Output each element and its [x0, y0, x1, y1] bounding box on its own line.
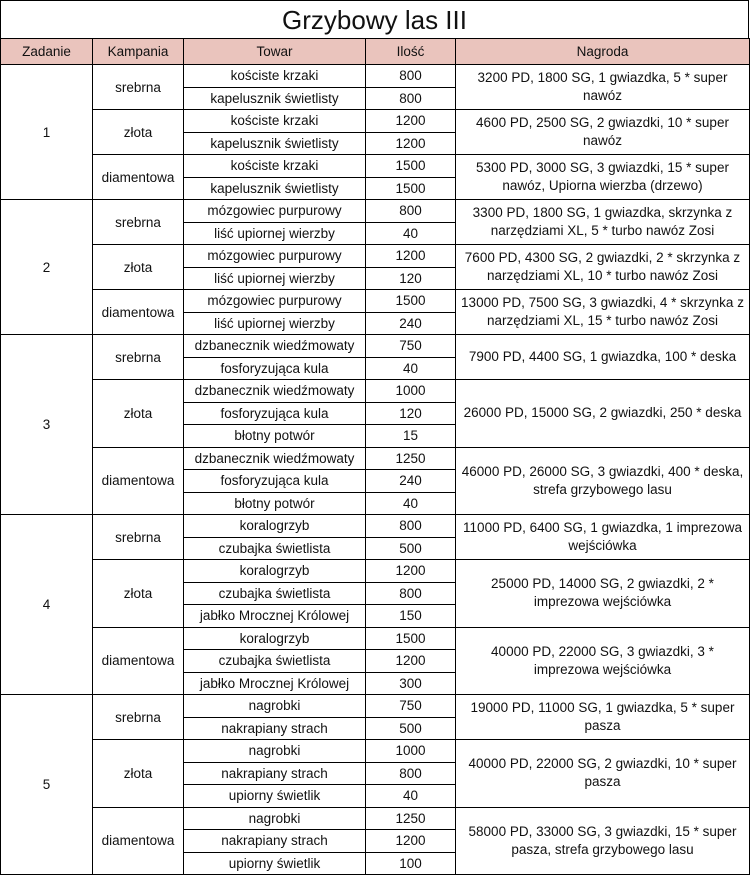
item-cell: mózgowiec purpurowy	[184, 245, 366, 268]
campaign-cell: srebrna	[93, 200, 184, 245]
header-nagroda: Nagroda	[456, 39, 750, 65]
reward-cell: 26000 PD, 15000 SG, 2 gwiazdki, 250 * deska	[456, 380, 750, 448]
quantity-cell: 1500	[366, 155, 456, 178]
task-number-cell: 2	[1, 200, 93, 335]
item-cell: liść upiornej wierzby	[184, 267, 366, 290]
item-cell: nakrapiany strach	[184, 762, 366, 785]
campaign-cell: srebrna	[93, 65, 184, 110]
table-row	[1, 380, 750, 403]
item-cell: fosforyzująca kula	[184, 357, 366, 380]
item-cell: nakrapiany strach	[184, 717, 366, 740]
campaign-cell: diamentowa	[93, 290, 184, 335]
campaign-cell: złota	[93, 560, 184, 628]
quantity-cell: 40	[366, 357, 456, 380]
item-cell: upiorny świetlik	[184, 785, 366, 808]
table-row	[1, 290, 750, 313]
quantity-cell: 150	[366, 605, 456, 628]
item-cell: kapelusznik świetlisty	[184, 177, 366, 200]
item-cell: nagrobki	[184, 695, 366, 718]
quantity-cell: 800	[366, 200, 456, 223]
task-number-cell: 4	[1, 515, 93, 695]
table-row	[1, 245, 750, 268]
quantity-cell: 1200	[366, 245, 456, 268]
quantity-cell: 800	[366, 515, 456, 538]
campaign-cell: srebrna	[93, 695, 184, 740]
quantity-cell: 1200	[366, 560, 456, 583]
item-cell: nakrapiany strach	[184, 830, 366, 853]
quantity-cell: 1500	[366, 177, 456, 200]
quantity-cell: 240	[366, 470, 456, 493]
item-cell: mózgowiec purpurowy	[184, 200, 366, 223]
table-row	[1, 740, 750, 763]
item-cell: koralogrzyb	[184, 515, 366, 538]
quantity-cell: 1200	[366, 650, 456, 673]
item-cell: kościste krzaki	[184, 65, 366, 88]
item-cell: liść upiornej wierzby	[184, 312, 366, 335]
table-row	[1, 560, 750, 583]
item-cell: fosforyzująca kula	[184, 470, 366, 493]
quantity-cell: 120	[366, 402, 456, 425]
quantity-cell: 40	[366, 492, 456, 515]
campaign-cell: złota	[93, 740, 184, 808]
task-number-cell: 5	[1, 695, 93, 875]
table-row	[1, 447, 750, 470]
item-cell: dzbanecznik wiedźmowaty	[184, 380, 366, 403]
reward-cell: 5300 PD, 3000 SG, 3 gwiazdki, 15 * super nawóz, Upiorna wierzba (drzewo)	[456, 155, 750, 200]
item-cell: czubajka świetlista	[184, 582, 366, 605]
table-row	[1, 65, 750, 88]
table-row	[1, 335, 750, 358]
reward-cell: 11000 PD, 6400 SG, 1 gwiazdka, 1 imprezowa wejściówka	[456, 515, 750, 560]
item-cell: mózgowiec purpurowy	[184, 290, 366, 313]
quantity-cell: 240	[366, 312, 456, 335]
item-cell: fosforyzująca kula	[184, 402, 366, 425]
quantity-cell: 1200	[366, 110, 456, 133]
reward-cell: 3300 PD, 1800 SG, 1 gwiazdka, skrzynka z narzędziami XL, 5 * turbo nawóz Zosi	[456, 200, 750, 245]
sheet-title: Grzybowy las III	[0, 0, 749, 38]
campaign-cell: diamentowa	[93, 447, 184, 515]
item-cell: koralogrzyb	[184, 560, 366, 583]
reward-cell: 46000 PD, 26000 SG, 3 gwiazdki, 400 * deska, strefa grzybowego lasu	[456, 447, 750, 515]
reward-cell: 40000 PD, 22000 SG, 2 gwiazdki, 10 * super pasza	[456, 740, 750, 808]
reward-cell: 13000 PD, 7500 SG, 3 gwiazdki, 4 * skrzynka z narzędziami XL, 15 * turbo nawóz Zosi	[456, 290, 750, 335]
campaign-cell: srebrna	[93, 515, 184, 560]
quantity-cell: 1250	[366, 807, 456, 830]
table-row	[1, 807, 750, 830]
item-cell: błotny potwór	[184, 425, 366, 448]
item-cell: dzbanecznik wiedźmowaty	[184, 335, 366, 358]
item-cell: jabłko Mrocznej Królowej	[184, 672, 366, 695]
rewards-table	[0, 38, 750, 875]
quantity-cell: 500	[366, 717, 456, 740]
quantity-cell: 800	[366, 762, 456, 785]
campaign-cell: diamentowa	[93, 807, 184, 875]
header-ilosc: Ilość	[366, 39, 456, 65]
item-cell: dzbanecznik wiedźmowaty	[184, 447, 366, 470]
quantity-cell: 1000	[366, 380, 456, 403]
table-row	[1, 155, 750, 178]
item-cell: nagrobki	[184, 807, 366, 830]
reward-cell: 19000 PD, 11000 SG, 1 gwiazdka, 5 * super pasza	[456, 695, 750, 740]
quantity-cell: 1200	[366, 132, 456, 155]
campaign-cell: złota	[93, 245, 184, 290]
item-cell: kapelusznik świetlisty	[184, 87, 366, 110]
task-number-cell: 1	[1, 65, 93, 200]
campaign-cell: diamentowa	[93, 155, 184, 200]
table-row	[1, 200, 750, 223]
quantity-cell: 1000	[366, 740, 456, 763]
task-number-cell: 3	[1, 335, 93, 515]
quantity-cell: 800	[366, 65, 456, 88]
reward-cell: 4600 PD, 2500 SG, 2 gwiazdki, 10 * super nawóz	[456, 110, 750, 155]
reward-cell: 3200 PD, 1800 SG, 1 gwiazdka, 5 * super nawóz	[456, 65, 750, 110]
reward-cell: 40000 PD, 22000 SG, 3 gwiazdki, 3 * imprezowa wejściówka	[456, 627, 750, 695]
quantity-cell: 800	[366, 87, 456, 110]
quantity-cell: 40	[366, 222, 456, 245]
quantity-cell: 750	[366, 335, 456, 358]
item-cell: czubajka świetlista	[184, 650, 366, 673]
item-cell: koralogrzyb	[184, 627, 366, 650]
item-cell: upiorny świetlik	[184, 852, 366, 875]
reward-cell: 58000 PD, 33000 SG, 3 gwiazdki, 15 * super pasza, strefa grzybowego lasu	[456, 807, 750, 875]
item-cell: nagrobki	[184, 740, 366, 763]
table-row	[1, 695, 750, 718]
header-row	[1, 39, 750, 65]
quantity-cell: 1500	[366, 290, 456, 313]
quantity-cell: 300	[366, 672, 456, 695]
item-cell: błotny potwór	[184, 492, 366, 515]
campaign-cell: złota	[93, 380, 184, 448]
quantity-cell: 120	[366, 267, 456, 290]
quantity-cell: 15	[366, 425, 456, 448]
reward-cell: 7900 PD, 4400 SG, 1 gwiazdka, 100 * deska	[456, 335, 750, 380]
campaign-cell: srebrna	[93, 335, 184, 380]
quantity-cell: 1250	[366, 447, 456, 470]
item-cell: kościste krzaki	[184, 110, 366, 133]
item-cell: kościste krzaki	[184, 155, 366, 178]
reward-cell: 25000 PD, 14000 SG, 2 gwiazdki, 2 * imprezowa wejściówka	[456, 560, 750, 628]
campaign-cell: diamentowa	[93, 627, 184, 695]
item-cell: liść upiornej wierzby	[184, 222, 366, 245]
quantity-cell: 750	[366, 695, 456, 718]
quantity-cell: 500	[366, 537, 456, 560]
quantity-cell: 1200	[366, 830, 456, 853]
header-kampania: Kampania	[93, 39, 184, 65]
quantity-cell: 1500	[366, 627, 456, 650]
quantity-cell: 40	[366, 785, 456, 808]
table-row	[1, 515, 750, 538]
item-cell: kapelusznik świetlisty	[184, 132, 366, 155]
quantity-cell: 800	[366, 582, 456, 605]
table-row	[1, 627, 750, 650]
item-cell: jabłko Mrocznej Królowej	[184, 605, 366, 628]
table-row	[1, 110, 750, 133]
header-towar: Towar	[184, 39, 366, 65]
header-zadanie: Zadanie	[1, 39, 93, 65]
quantity-cell: 100	[366, 852, 456, 875]
campaign-cell: złota	[93, 110, 184, 155]
table-body	[1, 65, 750, 875]
item-cell: czubajka świetlista	[184, 537, 366, 560]
reward-cell: 7600 PD, 4300 SG, 2 gwiazdki, 2 * skrzynka z narzędziami XL, 10 * turbo nawóz Zosi	[456, 245, 750, 290]
